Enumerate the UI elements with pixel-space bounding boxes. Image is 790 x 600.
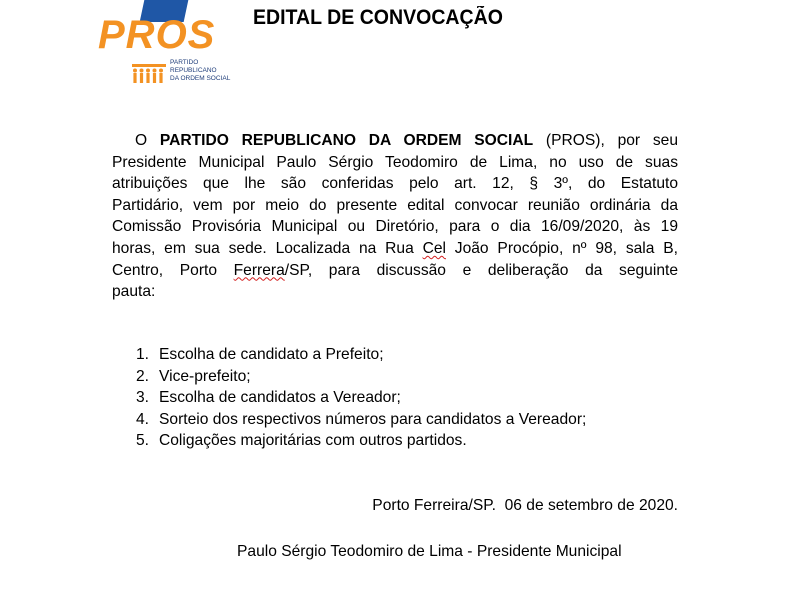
- paragraph-line: pauta:: [112, 283, 156, 301]
- agenda-item: [136, 387, 586, 409]
- paragraph-line: Partidário, vem por meio do presente edital convocar reunião ordinária da: [112, 196, 678, 214]
- text-run: /SP, para discussão e deliberação da seguinte: [284, 261, 678, 279]
- text-run: Centro, Porto: [112, 261, 234, 279]
- agenda-list: [136, 344, 586, 452]
- agenda-item: [136, 344, 586, 366]
- agenda-item-number: 5.: [136, 432, 150, 450]
- text-run: O: [135, 132, 160, 149]
- agenda-item: [136, 409, 586, 431]
- agenda-item-text: Vice-prefeito;: [159, 367, 251, 385]
- paragraph-line: [112, 238, 678, 260]
- logo-wordmark: PROS: [98, 13, 216, 57]
- paragraph-line: Presidente Municipal Paulo Sérgio Teodomiro de Lima, no uso de suas: [112, 153, 678, 171]
- paragraph-line: [112, 260, 678, 282]
- spellcheck-word: Ferrera: [233, 261, 285, 279]
- agenda-item-text: Escolha de candidato a Prefeito;: [159, 346, 384, 363]
- agenda-item: [136, 430, 586, 452]
- paragraph-line: atribuições que lhe são conferidas pelo art. 12, § 3º, do Estatuto: [112, 175, 678, 193]
- agenda-item-number: 1.: [136, 346, 150, 363]
- agenda-item-text: Sorteio dos respectivos números para candidatos a Vereador;: [159, 410, 587, 428]
- agenda-item-number: 4.: [136, 410, 150, 428]
- agenda-item-number: 2.: [136, 367, 150, 385]
- text-run: João Procópio, nº 98, sala B,: [445, 239, 678, 257]
- spellcheck-word: Cel: [422, 239, 446, 257]
- agenda-item-number: 3.: [136, 389, 150, 407]
- text-run: (PROS), por seu: [533, 132, 678, 149]
- convocation-paragraph: [112, 130, 678, 303]
- signature-line: Paulo Sérgio Teodomiro de Lima - Presidente Municipal: [237, 543, 622, 560]
- text-run: horas, em sua sede. Localizada na Rua: [112, 239, 423, 257]
- logo-subtitle: [170, 59, 230, 83]
- paragraph-line: Comissão Provisória Municipal ou Diretório, para o dia 16/09/2020, às 19: [112, 218, 678, 236]
- document-title: EDITAL DE CONVOCAÇÃO: [253, 6, 503, 29]
- logo-subtitle-line: PARTIDO: [170, 59, 199, 66]
- agenda-item-text: Coligações majoritárias com outros partidos.: [159, 432, 467, 450]
- paragraph-line: [112, 130, 678, 152]
- agenda-item-text: Escolha de candidatos a Vereador;: [159, 389, 401, 407]
- party-name: PARTIDO REPUBLICANO DA ORDEM SOCIAL: [159, 132, 534, 149]
- place-and-date: Porto Ferreira/SP. 06 de setembro de 2020.: [372, 497, 678, 514]
- logo-subtitle-line: DA ORDEM SOCIAL: [170, 75, 231, 82]
- agenda-item: [136, 366, 586, 388]
- logo-people-icon: [132, 64, 166, 84]
- pros-logo: [96, 0, 236, 90]
- logo-subtitle-line: REPUBLICANO: [170, 67, 217, 74]
